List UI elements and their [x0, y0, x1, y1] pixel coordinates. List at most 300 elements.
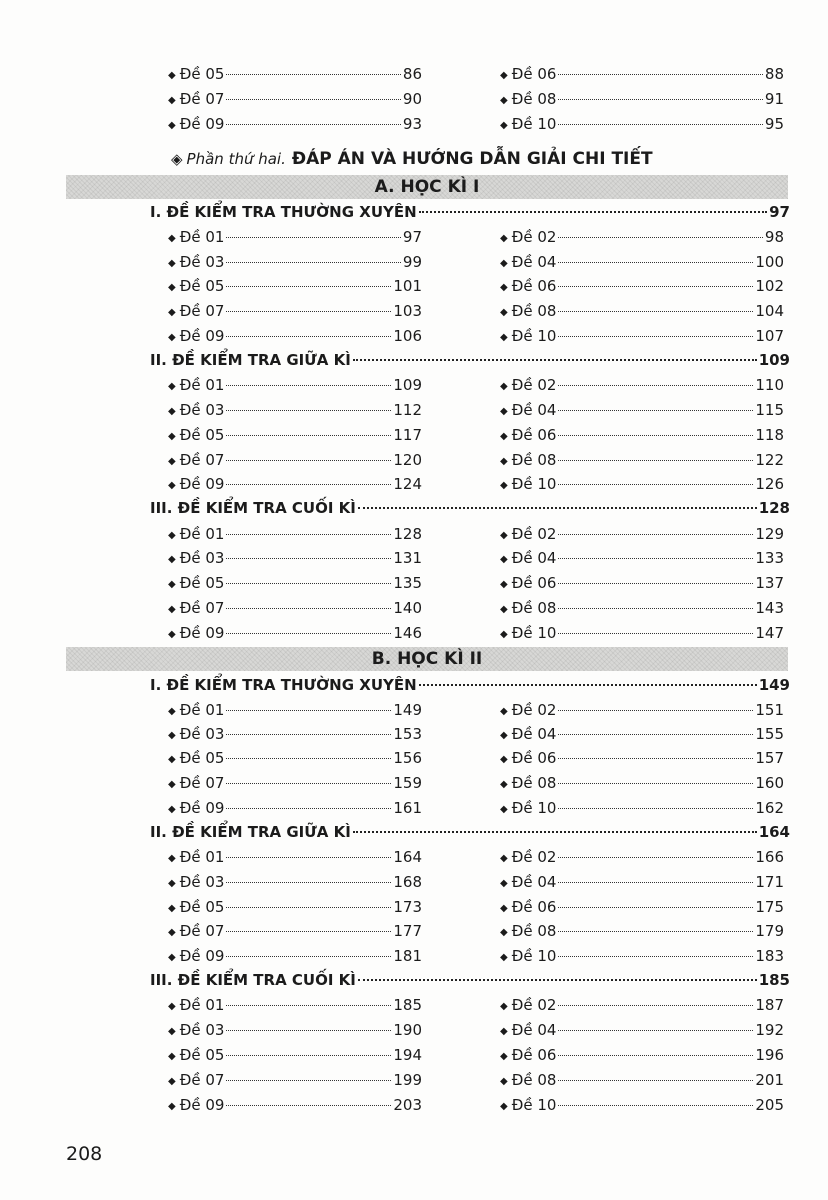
toc-entry[interactable]: [168, 1068, 422, 1092]
entry-page: 98: [764, 228, 784, 246]
entry-page: 131: [393, 549, 422, 567]
toc-entry[interactable]: [500, 596, 784, 620]
dot-leader: [226, 709, 391, 711]
toc-row: [0, 250, 828, 274]
toc-entry[interactable]: [168, 621, 422, 645]
bullet-icon: ◆: [500, 1001, 508, 1012]
toc-row: [0, 895, 828, 919]
toc-entry[interactable]: [168, 274, 422, 298]
dot-leader: [226, 1104, 391, 1106]
entry-page: 115: [755, 401, 784, 419]
entry-page: 205: [755, 1096, 784, 1114]
toc-entry[interactable]: [168, 1093, 422, 1117]
dot-leader: [558, 782, 753, 784]
entry-page: 143: [755, 599, 784, 617]
entry-label: Đề 01: [179, 376, 225, 394]
entry-label: Đề 04: [511, 253, 557, 271]
entry-label: Đề 03: [179, 1021, 225, 1039]
dot-leader: [353, 830, 757, 833]
bullet-icon: ◆: [500, 604, 508, 615]
bullet-icon: ◆: [500, 927, 508, 938]
dot-leader: [226, 1054, 391, 1056]
dot-leader: [226, 285, 391, 287]
toc-entry[interactable]: [500, 274, 784, 298]
entry-label: Đề 04: [511, 1021, 557, 1039]
section-page: 97: [769, 203, 790, 221]
entry-page: 156: [393, 749, 422, 767]
entry-label: Đề 02: [511, 701, 557, 719]
bullet-icon: ◆: [168, 431, 176, 442]
entry-label: Đề 06: [511, 1046, 557, 1064]
toc-row: [0, 944, 828, 968]
dot-leader: [226, 955, 391, 957]
dot-leader: [226, 930, 391, 932]
toc-row: [0, 845, 828, 869]
toc-entry[interactable]: [500, 299, 784, 323]
toc-row: [0, 919, 828, 943]
toc-entry[interactable]: [500, 571, 784, 595]
toc-entry[interactable]: [500, 398, 784, 422]
entry-label: Đề 04: [511, 873, 557, 891]
section-title: III. ĐỀ KIỂM TRA CUỐI KÌ: [150, 971, 356, 989]
bullet-icon: ◆: [500, 754, 508, 765]
toc-entry[interactable]: [500, 746, 784, 770]
entry-page: 126: [755, 475, 784, 493]
bullet-icon: ◆: [168, 332, 176, 343]
entry-label: Đề 09: [179, 327, 225, 345]
bullet-icon: ◆: [168, 1101, 176, 1112]
dot-leader: [558, 1079, 753, 1081]
dot-leader: [226, 906, 391, 908]
bullet-icon: ◆: [500, 530, 508, 541]
bullet-icon: ◆: [168, 629, 176, 640]
entry-label: Đề 10: [511, 475, 557, 493]
entry-label: Đề 07: [179, 451, 225, 469]
entry-page: 161: [393, 799, 422, 817]
dot-leader: [558, 881, 753, 883]
bullet-icon: ◆: [168, 1001, 176, 1012]
toc-entry[interactable]: [168, 423, 422, 447]
toc-entry[interactable]: [500, 112, 784, 136]
entry-page: 110: [755, 376, 784, 394]
toc-entry[interactable]: [168, 698, 422, 722]
toc-entry[interactable]: [168, 472, 422, 496]
entry-page: 203: [393, 1096, 422, 1114]
entry-label: Đề 09: [179, 947, 225, 965]
toc-entry[interactable]: [168, 299, 422, 323]
toc-entry[interactable]: [168, 571, 422, 595]
dot-leader: [358, 978, 757, 981]
toc-entry[interactable]: [500, 796, 784, 820]
bullet-icon: ◆: [168, 480, 176, 491]
entry-page: 122: [755, 451, 784, 469]
entry-label: Đề 07: [179, 922, 225, 940]
bullet-icon: ◆: [500, 903, 508, 914]
toc-entry[interactable]: [168, 398, 422, 422]
toc-entry[interactable]: [500, 919, 784, 943]
bullet-icon: ◆: [500, 70, 508, 81]
toc-entry[interactable]: [168, 845, 422, 869]
toc-row: [0, 274, 828, 298]
entry-label: Đề 08: [511, 599, 557, 617]
dot-leader: [558, 459, 753, 461]
entry-label: Đề 05: [179, 749, 225, 767]
bullet-icon: ◆: [168, 927, 176, 938]
bullet-icon: ◆: [500, 779, 508, 790]
entry-page: 166: [755, 848, 784, 866]
bullet-icon: ◆: [500, 804, 508, 815]
entry-page: 168: [393, 873, 422, 891]
bullet-icon: ◆: [500, 629, 508, 640]
entry-page: 175: [755, 898, 784, 916]
toc-entry[interactable]: [500, 870, 784, 894]
dot-leader: [558, 1104, 753, 1106]
entry-label: Đề 08: [511, 922, 557, 940]
bullet-icon: ◆: [168, 406, 176, 417]
entry-label: Đề 07: [179, 1071, 225, 1089]
entry-page: 159: [393, 774, 422, 792]
toc-entry[interactable]: [168, 546, 422, 570]
dot-leader: [558, 1029, 753, 1031]
dot-leader: [226, 261, 400, 263]
toc-entry[interactable]: [168, 1018, 422, 1042]
dot-leader: [226, 757, 391, 759]
dot-leader: [226, 557, 391, 559]
entry-page: 190: [393, 1021, 422, 1039]
dot-leader: [226, 1029, 391, 1031]
bullet-icon: ◆: [168, 1051, 176, 1062]
entry-label: Đề 05: [179, 277, 225, 295]
toc-entry[interactable]: [168, 324, 422, 348]
entry-page: 171: [755, 873, 784, 891]
toc-row: [0, 546, 828, 570]
toc-entry[interactable]: [168, 112, 422, 136]
bullet-icon: ◆: [500, 1051, 508, 1062]
entry-page: 146: [393, 624, 422, 642]
entry-label: Đề 06: [511, 898, 557, 916]
dot-leader: [226, 607, 391, 609]
entry-label: Đề 07: [179, 599, 225, 617]
toc-entry[interactable]: [168, 870, 422, 894]
bullet-icon: ◆: [500, 480, 508, 491]
dot-leader: [226, 98, 400, 100]
dot-leader: [226, 1079, 391, 1081]
toc-entry[interactable]: [500, 1068, 784, 1092]
toc-row: [0, 299, 828, 323]
entry-page: 187: [755, 996, 784, 1014]
entry-label: Đề 02: [511, 996, 557, 1014]
toc-entry[interactable]: [500, 522, 784, 546]
section-heading[interactable]: [150, 496, 790, 520]
toc-row: [0, 522, 828, 546]
entry-page: 109: [393, 376, 422, 394]
entry-page: 137: [755, 574, 784, 592]
dot-leader: [558, 73, 762, 75]
entry-page: 90: [402, 90, 422, 108]
diamond-bullet-icon: ◈: [171, 150, 183, 168]
toc-entry[interactable]: [500, 698, 784, 722]
entry-page: 88: [764, 65, 784, 83]
bullet-icon: ◆: [168, 554, 176, 565]
bullet-icon: ◆: [500, 853, 508, 864]
entry-page: 117: [393, 426, 422, 444]
bullet-icon: ◆: [168, 804, 176, 815]
entry-page: 102: [755, 277, 784, 295]
bullet-icon: ◆: [168, 120, 176, 131]
section-page: 109: [758, 351, 790, 369]
bullet-icon: ◆: [500, 332, 508, 343]
toc-row: [0, 722, 828, 746]
bullet-icon: ◆: [500, 258, 508, 269]
bullet-icon: ◆: [500, 730, 508, 741]
toc-row: [0, 1043, 828, 1067]
entry-page: 103: [393, 302, 422, 320]
entry-page: 120: [393, 451, 422, 469]
bullet-icon: ◆: [168, 952, 176, 963]
entry-page: 185: [393, 996, 422, 1014]
entry-label: Đề 09: [179, 475, 225, 493]
bullet-icon: ◆: [500, 456, 508, 467]
dot-leader: [558, 409, 753, 411]
entry-page: 86: [402, 65, 422, 83]
dot-leader: [558, 123, 762, 125]
toc-entry[interactable]: [168, 448, 422, 472]
section-title: II. ĐỀ KIỂM TRA GIỮA KÌ: [150, 823, 351, 841]
toc-entry[interactable]: [168, 796, 422, 820]
section-page: 128: [758, 499, 790, 517]
entry-label: Đề 09: [179, 624, 225, 642]
dot-leader: [226, 384, 391, 386]
entry-page: 140: [393, 599, 422, 617]
dot-leader: [558, 434, 753, 436]
dot-leader: [226, 1004, 391, 1006]
bullet-icon: ◆: [168, 853, 176, 864]
entry-page: 100: [755, 253, 784, 271]
bullet-icon: ◆: [168, 754, 176, 765]
toc-entry[interactable]: [500, 993, 784, 1017]
entry-page: 196: [755, 1046, 784, 1064]
toc-entry[interactable]: [168, 919, 422, 943]
toc-entry[interactable]: [168, 944, 422, 968]
dot-leader: [226, 856, 391, 858]
bullet-icon: ◆: [500, 282, 508, 293]
toc-entry[interactable]: [500, 722, 784, 746]
toc-entry[interactable]: [500, 225, 784, 249]
entry-label: Đề 09: [179, 799, 225, 817]
entry-label: Đề 03: [179, 253, 225, 271]
entry-label: Đề 10: [511, 115, 557, 133]
dot-leader: [226, 123, 400, 125]
toc-entry[interactable]: [500, 62, 784, 86]
toc-entry[interactable]: [500, 944, 784, 968]
toc-row: [0, 621, 828, 645]
bullet-icon: ◆: [168, 604, 176, 615]
entry-label: Đề 05: [179, 426, 225, 444]
bullet-icon: ◆: [168, 381, 176, 392]
entry-label: Đề 05: [179, 65, 225, 83]
toc-entry[interactable]: [500, 87, 784, 111]
toc-entry[interactable]: [500, 845, 784, 869]
section-heading[interactable]: [150, 820, 790, 844]
toc-row: [0, 225, 828, 249]
toc-row: [0, 796, 828, 820]
toc-entry[interactable]: [168, 87, 422, 111]
toc-row: [0, 87, 828, 111]
toc-row: [0, 373, 828, 397]
entry-page: 91: [764, 90, 784, 108]
dot-leader: [353, 358, 757, 361]
bullet-icon: ◆: [168, 878, 176, 889]
bullet-icon: ◆: [168, 579, 176, 590]
toc-entry[interactable]: [168, 522, 422, 546]
bullet-icon: ◆: [500, 1026, 508, 1037]
toc-entry[interactable]: [500, 1093, 784, 1117]
toc-entry[interactable]: [168, 250, 422, 274]
toc-entry[interactable]: [500, 895, 784, 919]
toc-entry[interactable]: [500, 472, 784, 496]
dot-leader: [558, 557, 753, 559]
entry-label: Đề 03: [179, 549, 225, 567]
entry-page: 183: [755, 947, 784, 965]
toc-entry[interactable]: [168, 746, 422, 770]
bullet-icon: ◆: [168, 258, 176, 269]
entry-page: 128: [393, 525, 422, 543]
toc-entry[interactable]: [168, 1043, 422, 1067]
toc-row: [0, 771, 828, 795]
toc-entry[interactable]: [500, 250, 784, 274]
entry-label: Đề 02: [511, 848, 557, 866]
dot-leader: [558, 632, 753, 634]
section-heading[interactable]: [150, 968, 790, 992]
entry-page: 147: [755, 624, 784, 642]
bullet-icon: ◆: [500, 1076, 508, 1087]
toc-entry[interactable]: [168, 225, 422, 249]
toc-entry[interactable]: [500, 448, 784, 472]
toc-entry[interactable]: [168, 373, 422, 397]
entry-page: 177: [393, 922, 422, 940]
entry-label: Đề 03: [179, 873, 225, 891]
toc-entry[interactable]: [500, 1018, 784, 1042]
dot-leader: [558, 955, 753, 957]
bullet-icon: ◆: [500, 406, 508, 417]
bullet-icon: ◆: [168, 779, 176, 790]
entry-page: 95: [764, 115, 784, 133]
toc-entry[interactable]: [500, 423, 784, 447]
toc-row: [0, 1093, 828, 1117]
section-title: I. ĐỀ KIỂM TRA THƯỜNG XUYÊN: [150, 203, 417, 221]
entry-label: Đề 08: [511, 451, 557, 469]
entry-label: Đề 01: [179, 228, 225, 246]
toc-row: [0, 448, 828, 472]
toc-entry[interactable]: [168, 722, 422, 746]
entry-label: Đề 01: [179, 996, 225, 1014]
toc-entry[interactable]: [500, 771, 784, 795]
entry-page: 155: [755, 725, 784, 743]
dot-leader: [558, 1004, 753, 1006]
entry-page: 199: [393, 1071, 422, 1089]
entry-page: 106: [393, 327, 422, 345]
section-heading[interactable]: [150, 200, 790, 224]
entry-label: Đề 03: [179, 725, 225, 743]
entry-label: Đề 10: [511, 624, 557, 642]
entry-label: Đề 06: [511, 426, 557, 444]
toc-entry[interactable]: [500, 324, 784, 348]
section-heading[interactable]: [150, 348, 790, 372]
dot-leader: [558, 733, 753, 735]
entry-label: Đề 08: [511, 1071, 557, 1089]
toc-row: [0, 596, 828, 620]
entry-page: 107: [755, 327, 784, 345]
dot-leader: [558, 807, 753, 809]
entry-page: 179: [755, 922, 784, 940]
dot-leader: [226, 73, 400, 75]
entry-page: 153: [393, 725, 422, 743]
entry-page: 124: [393, 475, 422, 493]
bullet-icon: ◆: [500, 95, 508, 106]
entry-label: Đề 04: [511, 725, 557, 743]
toc-entry[interactable]: [168, 771, 422, 795]
dot-leader: [419, 683, 757, 686]
entry-page: 201: [755, 1071, 784, 1089]
dot-leader: [558, 310, 753, 312]
toc-entry[interactable]: [500, 621, 784, 645]
dot-leader: [558, 856, 753, 858]
dot-leader: [226, 881, 391, 883]
section-heading[interactable]: [150, 673, 790, 697]
toc-row: [0, 423, 828, 447]
entry-label: Đề 01: [179, 848, 225, 866]
toc-entry[interactable]: [500, 373, 784, 397]
toc-entry[interactable]: [500, 1043, 784, 1067]
toc-row: [0, 112, 828, 136]
entry-label: Đề 08: [511, 774, 557, 792]
term-heading: A. HỌC KÌ I: [66, 175, 788, 199]
bullet-icon: ◆: [500, 554, 508, 565]
toc-entry[interactable]: [168, 895, 422, 919]
entry-label: Đề 07: [179, 90, 225, 108]
entry-label: Đề 10: [511, 947, 557, 965]
dot-leader: [226, 335, 391, 337]
dot-leader: [226, 459, 391, 461]
dot-leader: [226, 733, 391, 735]
entry-label: Đề 02: [511, 376, 557, 394]
section-title: I. ĐỀ KIỂM TRA THƯỜNG XUYÊN: [150, 676, 417, 694]
entry-label: Đề 09: [179, 1096, 225, 1114]
toc-entry[interactable]: [168, 596, 422, 620]
bullet-icon: ◆: [500, 878, 508, 889]
dot-leader: [558, 906, 753, 908]
entry-page: 101: [393, 277, 422, 295]
dot-leader: [226, 533, 391, 535]
entry-label: Đề 06: [511, 574, 557, 592]
toc-entry[interactable]: [168, 62, 422, 86]
part-heading: [171, 146, 653, 172]
dot-leader: [558, 930, 753, 932]
section-page: 185: [758, 971, 790, 989]
toc-entry[interactable]: [500, 546, 784, 570]
bullet-icon: ◆: [500, 579, 508, 590]
toc-entry[interactable]: [168, 993, 422, 1017]
dot-leader: [226, 409, 391, 411]
dot-leader: [558, 384, 753, 386]
toc-row: [0, 746, 828, 770]
dot-leader: [558, 483, 753, 485]
entry-page: 129: [755, 525, 784, 543]
bullet-icon: ◆: [168, 456, 176, 467]
toc-row: [0, 62, 828, 86]
entry-label: Đề 06: [511, 749, 557, 767]
toc-row: [0, 571, 828, 595]
